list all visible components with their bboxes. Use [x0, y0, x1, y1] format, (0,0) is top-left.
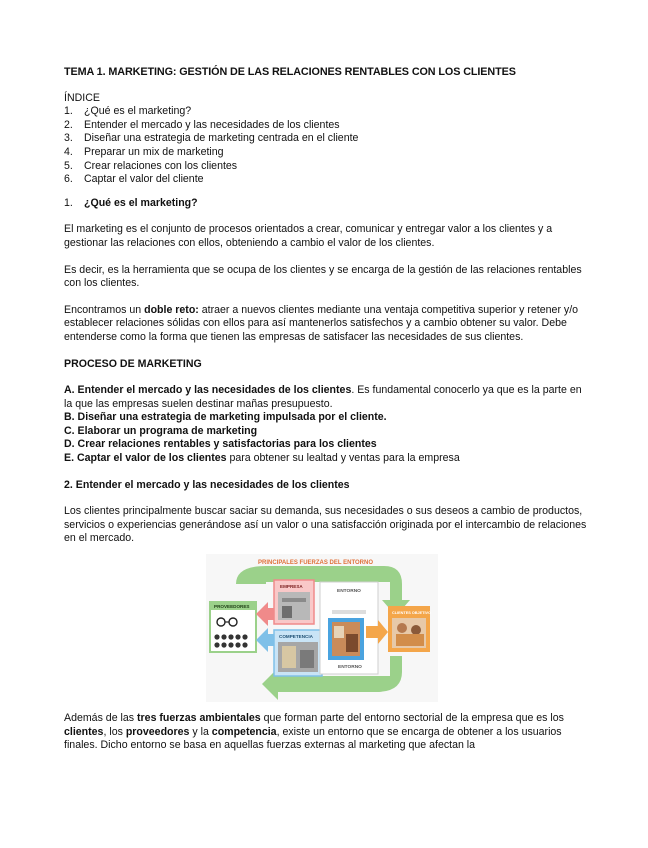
- section-heading: 2. Entender el mercado y las necesidades de los clientes: [64, 478, 350, 491]
- paragraph: El marketing es el conjunto de procesos orientados a crear, comunicar y entregar valor a los clientes y a gestionar las relaciones con ellos, obteniendo a cambio el valor de los clientes.: [64, 223, 553, 249]
- index-item: 3. Diseñar una estrategia de marketing centrada en el cliente: [64, 132, 359, 145]
- process-step-a: A. Entender el mercado y las necesidades de los clientes. Es fundamental conocerlo ya que es la parte en la que las empresas suelen destinar mañas presupuesto.: [64, 384, 582, 410]
- process-step-d: D. Crear relaciones rentables y satisfactorias para los clientes: [64, 438, 377, 451]
- page-title: TEMA 1. MARKETING: GESTIÓN DE LAS RELACIONES RENTABLES CON LOS CLIENTES: [64, 66, 516, 78]
- environment-forces-diagram: [206, 554, 438, 702]
- clientes-label: CLIENTES OBJETIVO: [392, 611, 432, 616]
- entorno-bottom-label: ENTORNO: [338, 665, 362, 671]
- diagram-title: PRINCIPALES FUERZAS DEL ENTORNO: [258, 560, 374, 567]
- process-step-e: E. Captar el valor de los clientes para obtener su lealtad y ventas para la empresa: [64, 452, 460, 465]
- entorno-top-label: ENTORNO: [337, 589, 361, 595]
- process-step-c: C. Elaborar un programa de marketing: [64, 424, 258, 437]
- paragraph: Los clientes principalmente buscar saciar su demanda, sus necesidades o sus deseos a cambio de productos, servicios o experiencias generándose así un valor o una satisfacción originada por el intercambio de relaciones en el mercado.: [64, 505, 587, 545]
- competencia-label: COMPETENCIA: [279, 634, 313, 640]
- section-heading: PROCESO DE MARKETING: [64, 357, 202, 370]
- index-list: [64, 105, 588, 187]
- index-item: 4. Preparar un mix de marketing: [64, 145, 224, 158]
- index-item: 6. Captar el valor del cliente: [64, 173, 204, 186]
- section-1-heading: 1. ¿Qué es el marketing?: [64, 196, 198, 209]
- index-item: 2. Entender el mercado y las necesidades de los clientes: [64, 118, 340, 131]
- index-item: 1. ¿Qué es el marketing?: [64, 105, 192, 118]
- paragraph: Es decir, es la herramienta que se ocupa de los clientes y se encarga de la gestión de las relaciones rentables con los clientes.: [64, 263, 582, 290]
- process-step-b: B. Diseñar una estrategia de marketing impulsada por el cliente.: [64, 411, 387, 424]
- proveedores-label: PROVEEDORES: [214, 604, 250, 610]
- document-body: [64, 66, 588, 753]
- index-heading: ÍNDICE: [64, 91, 100, 104]
- empresa-label: EMPRESA: [280, 584, 303, 590]
- closing-paragraph: Además de las tres fuerzas ambientales que forman parte del entorno sectorial de la empresa que es los clientes, los proveedores y la competencia, existe un entorno que se encarga de obtener a los usuarios finales. Dicho entorno se basa en aquellas fuerzas externas al marketing que afectan la: [64, 712, 564, 752]
- paragraph: Encontramos un doble reto: atraer a nuevos clientes mediante una ventaja competitiva superior y retener y/o establecer relaciones sólidas con ellos para así mantenerlos satisfechos y a cambio obtener su valor. Debe entenderse como la forma que tienen las empresas de satisfacer las necesidades de sus clientes.: [64, 303, 579, 343]
- index-item: 5. Crear relaciones con los clientes: [64, 159, 238, 172]
